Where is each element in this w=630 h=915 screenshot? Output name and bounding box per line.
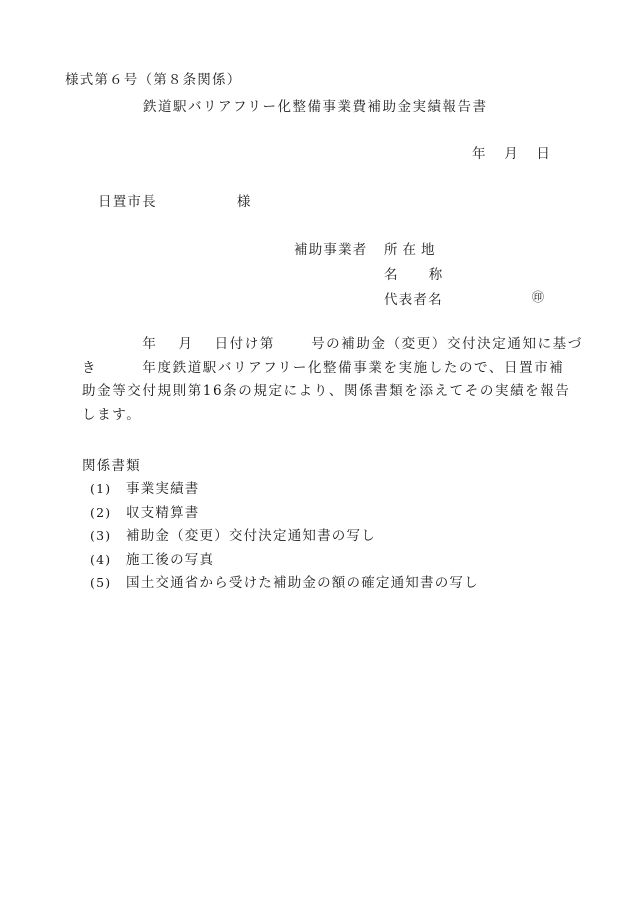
seal-mark: ㊞ (532, 290, 546, 304)
applicant-label: 補助事業者 (294, 242, 368, 258)
addressee-honorific: 様 (236, 194, 252, 210)
list-item: (4) 施工後の写真 (90, 551, 215, 568)
name-label-part2: 称 (428, 267, 444, 283)
document-title: 鉄道駅バリアフリー化整備事業費補助金実績報告書 (143, 99, 488, 115)
addressee-name: 日置市長 (98, 194, 157, 210)
date-year: 年 (472, 146, 487, 162)
body-line-3: 助金等交付規則第16条の規定により、関係書類を添えてその実績を報告 (82, 383, 571, 399)
body-line-4: します。 (82, 406, 142, 423)
date-month: 月 (504, 146, 519, 162)
date-day: 日 (536, 146, 552, 162)
date-line (472, 142, 563, 162)
address-label: 所在地 (384, 242, 440, 258)
list-item: (3) 補助金（変更）交付決定通知書の写し (90, 528, 376, 544)
form-number: 様式第６号（第８条関係） (65, 72, 242, 88)
documents-list (90, 477, 479, 595)
body-line-1: 年 月 日付け第 号の補助金（変更）交付決定通知に基づ (82, 336, 583, 352)
list-item: (5) 国土交通省から受けた補助金の額の確定通知書の写し (90, 575, 479, 591)
name-label (384, 263, 443, 283)
representative-label: 代表者名 (384, 292, 443, 308)
list-item: (1) 事業実績書 (90, 481, 200, 497)
list-item: (2) 収支精算書 (90, 504, 200, 521)
body-line-2: き 年度鉄道駅バリアフリー化整備事業を実施したので、日置市補 (82, 359, 565, 376)
report-body (82, 333, 583, 427)
addressee (98, 190, 252, 210)
documents-heading: 関係書類 (82, 458, 141, 474)
name-label-part1: 名 (384, 267, 399, 283)
